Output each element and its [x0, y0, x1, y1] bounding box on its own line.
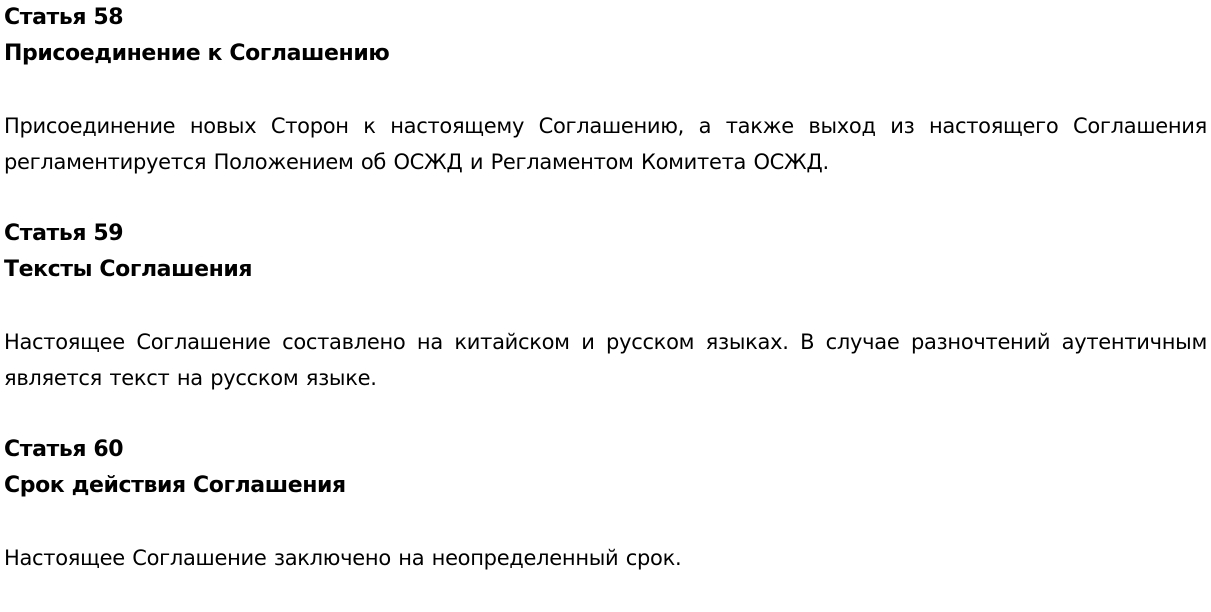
article-title: Срок действия Соглашения [4, 473, 346, 498]
article-title: Тексты Соглашения [4, 257, 253, 282]
article-number: Статья 60 [4, 437, 124, 462]
article-60 [4, 432, 1207, 576]
document-body [4, 0, 1207, 612]
article-text: Присоединение новых Сторон к настоящему Соглашению, а также выход из настоящего Соглашения регламентируется Положением об ОСЖД и Регламентом Комитета ОСЖД. [4, 114, 1207, 174]
article-58 [4, 0, 1207, 180]
article-text: Настоящее Соглашение составлено на китайском и русском языках. В случае разночтений аутентичным является текст на русском языке. [4, 330, 1207, 390]
article-number: Статья 59 [4, 221, 124, 246]
article-text: Настоящее Соглашение заключено на неопределенный срок. [4, 546, 682, 570]
article-number: Статья 58 [4, 5, 124, 30]
article-title: Присоединение к Соглашению [4, 41, 390, 66]
article-59 [4, 216, 1207, 396]
